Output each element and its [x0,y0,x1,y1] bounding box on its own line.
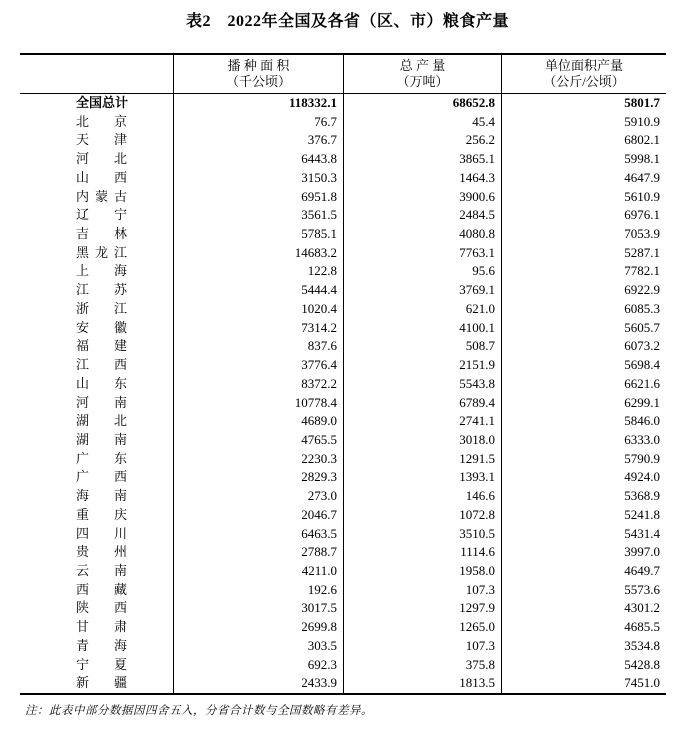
region-name: 安徽 [76,319,127,335]
total-output-value: 1464.3 [343,169,501,188]
table-row [20,525,666,544]
total-output-value: 3865.1 [343,150,501,169]
sown-area-value: 3776.4 [173,356,343,375]
region-cell [20,487,173,506]
region-cell [20,131,173,150]
yield-value: 7451.0 [501,674,666,693]
yield-value: 3997.0 [501,543,666,562]
region-cell [20,394,173,413]
sown-area-value: 2433.9 [173,674,343,693]
sown-area-value: 7314.2 [173,319,343,338]
yield-value: 5428.8 [501,656,666,675]
yield-value: 4685.5 [501,618,666,637]
region-name: 吉林 [76,226,127,242]
total-output-value: 1393.1 [343,468,501,487]
table-row [20,581,666,600]
sown-area-value: 6463.5 [173,525,343,544]
table-row [20,375,666,394]
header-total-output-unit: （万吨） [396,74,449,89]
region-name: 辽宁 [76,207,127,223]
table-row [20,506,666,525]
sown-area-value: 10778.4 [173,394,343,413]
table-row [20,487,666,506]
yield-value: 7782.1 [501,262,666,281]
table-row [20,131,666,150]
region-name: 重庆 [76,506,127,522]
header-total-output-title: 总 产 量 [399,58,446,73]
region-cell [20,581,173,600]
sown-area-value: 2046.7 [173,506,343,525]
region-name: 河北 [76,151,127,167]
total-output-value: 3900.6 [343,188,501,207]
footnote: 注：此表中部分数据因四舍五入，分省合计数与全国数略有差异。 [25,705,373,717]
header-sown-area-title: 播 种 面 积 [227,58,290,73]
total-output-value: 107.3 [343,637,501,656]
total-output-value: 7763.1 [343,244,501,263]
table-row [20,225,666,244]
total-output-value: 6789.4 [343,394,501,413]
sown-area-value: 4689.0 [173,412,343,431]
region-name: 山西 [76,169,127,185]
sown-area-value: 2230.3 [173,450,343,469]
total-output-value: 1072.8 [343,506,501,525]
region-name: 贵州 [76,544,127,560]
region-cell [20,169,173,188]
region-name: 福建 [76,338,127,354]
total-output-value: 2151.9 [343,356,501,375]
yield-value: 5790.9 [501,450,666,469]
header-yield-unit: （公斤/公顷） [543,74,625,89]
table-row [20,637,666,656]
table-row [20,150,666,169]
region-name: 天津 [76,132,127,148]
table-row [20,599,666,618]
region-cell [20,188,173,207]
yield-value: 5287.1 [501,244,666,263]
region-name: 黑龙江 [76,244,127,260]
yield-value: 4649.7 [501,562,666,581]
yield-value: 6922.9 [501,281,666,300]
table-row [20,674,666,693]
sown-area-value: 4211.0 [173,562,343,581]
region-cell [20,656,173,675]
header-region-column [20,55,173,93]
region-cell [20,225,173,244]
sown-area-value: 76.7 [173,113,343,132]
region-name: 陕西 [76,600,127,616]
table-row [20,94,666,113]
total-output-value: 5543.8 [343,375,501,394]
region-cell [20,431,173,450]
region-name: 浙江 [76,300,127,316]
region-cell [20,244,173,263]
region-cell [20,150,173,169]
table-row [20,450,666,469]
sown-area-value: 14683.2 [173,244,343,263]
region-cell [20,412,173,431]
total-output-value: 3769.1 [343,281,501,300]
region-cell [20,562,173,581]
sown-area-value: 5785.1 [173,225,343,244]
region-cell [20,262,173,281]
sown-area-value: 5444.4 [173,281,343,300]
table-row [20,656,666,675]
region-name: 四川 [76,525,127,541]
yield-value: 5605.7 [501,319,666,338]
yield-value: 5998.1 [501,150,666,169]
total-output-value: 1297.9 [343,599,501,618]
yield-value: 5241.8 [501,506,666,525]
region-cell [20,375,173,394]
header-total-output [343,55,501,93]
yield-value: 5910.9 [501,113,666,132]
region-cell [20,506,173,525]
region-cell [20,300,173,319]
sown-area-value: 6443.8 [173,150,343,169]
region-cell [20,618,173,637]
region-cell [20,356,173,375]
header-sown-area [173,55,343,93]
total-output-value: 2741.1 [343,412,501,431]
table-header-row [20,55,666,94]
region-name: 广东 [76,450,127,466]
sown-area-value: 837.6 [173,337,343,356]
total-output-value: 1813.5 [343,674,501,693]
yield-value: 5431.4 [501,525,666,544]
total-output-value: 4100.1 [343,319,501,338]
region-name: 湖北 [76,413,127,429]
sown-area-value: 118332.1 [173,94,343,113]
table-row [20,188,666,207]
total-output-value: 1291.5 [343,450,501,469]
total-output-value: 146.6 [343,487,501,506]
region-cell [20,468,173,487]
yield-value: 5610.9 [501,188,666,207]
sown-area-value: 4765.5 [173,431,343,450]
region-name: 湖南 [76,431,127,447]
yield-value: 5368.9 [501,487,666,506]
region-name: 甘肃 [76,619,127,635]
total-output-value: 508.7 [343,337,501,356]
yield-value: 6621.6 [501,375,666,394]
page-title: 表2 2022年全国及各省（区、市）粮食产量 [185,13,509,30]
sown-area-value: 3150.3 [173,169,343,188]
region-name: 青海 [76,637,127,653]
region-name: 河南 [76,394,127,410]
total-output-value: 68652.8 [343,94,501,113]
yield-value: 5573.6 [501,581,666,600]
table-row [20,300,666,319]
sown-area-value: 122.8 [173,262,343,281]
total-output-value: 107.3 [343,581,501,600]
region-cell [20,450,173,469]
region-cell [20,525,173,544]
region-name: 海南 [76,488,127,504]
total-output-value: 4080.8 [343,225,501,244]
table-row [20,543,666,562]
region-name: 江西 [76,357,127,373]
sown-area-value: 2829.3 [173,468,343,487]
yield-value: 7053.9 [501,225,666,244]
sown-area-value: 1020.4 [173,300,343,319]
table-body [20,94,666,693]
table-row [20,431,666,450]
sown-area-value: 3017.5 [173,599,343,618]
total-output-value: 1958.0 [343,562,501,581]
total-output-value: 45.4 [343,113,501,132]
table-row [20,412,666,431]
sown-area-value: 8372.2 [173,375,343,394]
region-cell [20,337,173,356]
total-output-value: 375.8 [343,656,501,675]
total-output-value: 2484.5 [343,206,501,225]
sown-area-value: 2788.7 [173,543,343,562]
region-name: 上海 [76,263,127,279]
total-output-value: 1265.0 [343,618,501,637]
sown-area-value: 2699.8 [173,618,343,637]
header-yield-title: 单位面积产量 [544,58,623,73]
table-row [20,244,666,263]
region-cell [20,206,173,225]
region-name: 云南 [76,562,127,578]
table-row [20,394,666,413]
total-output-value: 256.2 [343,131,501,150]
region-name: 江苏 [76,282,127,298]
region-cell [20,319,173,338]
total-output-value: 1114.6 [343,543,501,562]
yield-value: 4647.9 [501,169,666,188]
table-row [20,206,666,225]
region-cell [20,281,173,300]
total-output-value: 3018.0 [343,431,501,450]
table-row [20,113,666,132]
yield-value: 6976.1 [501,206,666,225]
region-name: 西藏 [76,581,127,597]
region-cell [20,674,173,693]
sown-area-value: 692.3 [173,656,343,675]
sown-area-value: 376.7 [173,131,343,150]
region-cell [20,94,173,113]
region-name: 新疆 [76,675,127,691]
yield-value: 3534.8 [501,637,666,656]
region-name: 广西 [76,469,127,485]
region-cell [20,543,173,562]
total-output-value: 621.0 [343,300,501,319]
yield-value: 5698.4 [501,356,666,375]
region-cell [20,599,173,618]
region-name: 内蒙古 [76,188,127,204]
region-name: 北京 [76,113,127,129]
sown-area-value: 303.5 [173,637,343,656]
table-row [20,618,666,637]
yield-value: 6073.2 [501,337,666,356]
region-name: 全国总计 [76,95,129,110]
table-row [20,169,666,188]
sown-area-value: 3561.5 [173,206,343,225]
table-row [20,562,666,581]
total-output-value: 3510.5 [343,525,501,544]
total-output-value: 95.6 [343,262,501,281]
header-sown-area-unit: （千公顷） [225,74,291,89]
yield-value: 5801.7 [501,94,666,113]
region-name: 山东 [76,375,127,391]
sown-area-value: 192.6 [173,581,343,600]
yield-value: 6299.1 [501,394,666,413]
yield-value: 6333.0 [501,431,666,450]
region-cell [20,113,173,132]
table-row [20,281,666,300]
yield-value: 6085.3 [501,300,666,319]
table-row [20,356,666,375]
yield-value: 5846.0 [501,412,666,431]
table-row [20,337,666,356]
sown-area-value: 273.0 [173,487,343,506]
header-yield [501,55,666,93]
table-row [20,319,666,338]
grain-production-table [20,53,666,695]
sown-area-value: 6951.8 [173,188,343,207]
table-row [20,468,666,487]
region-cell [20,637,173,656]
yield-value: 4301.2 [501,599,666,618]
yield-value: 4924.0 [501,468,666,487]
yield-value: 6802.1 [501,131,666,150]
table-row [20,262,666,281]
region-name: 宁夏 [76,656,127,672]
